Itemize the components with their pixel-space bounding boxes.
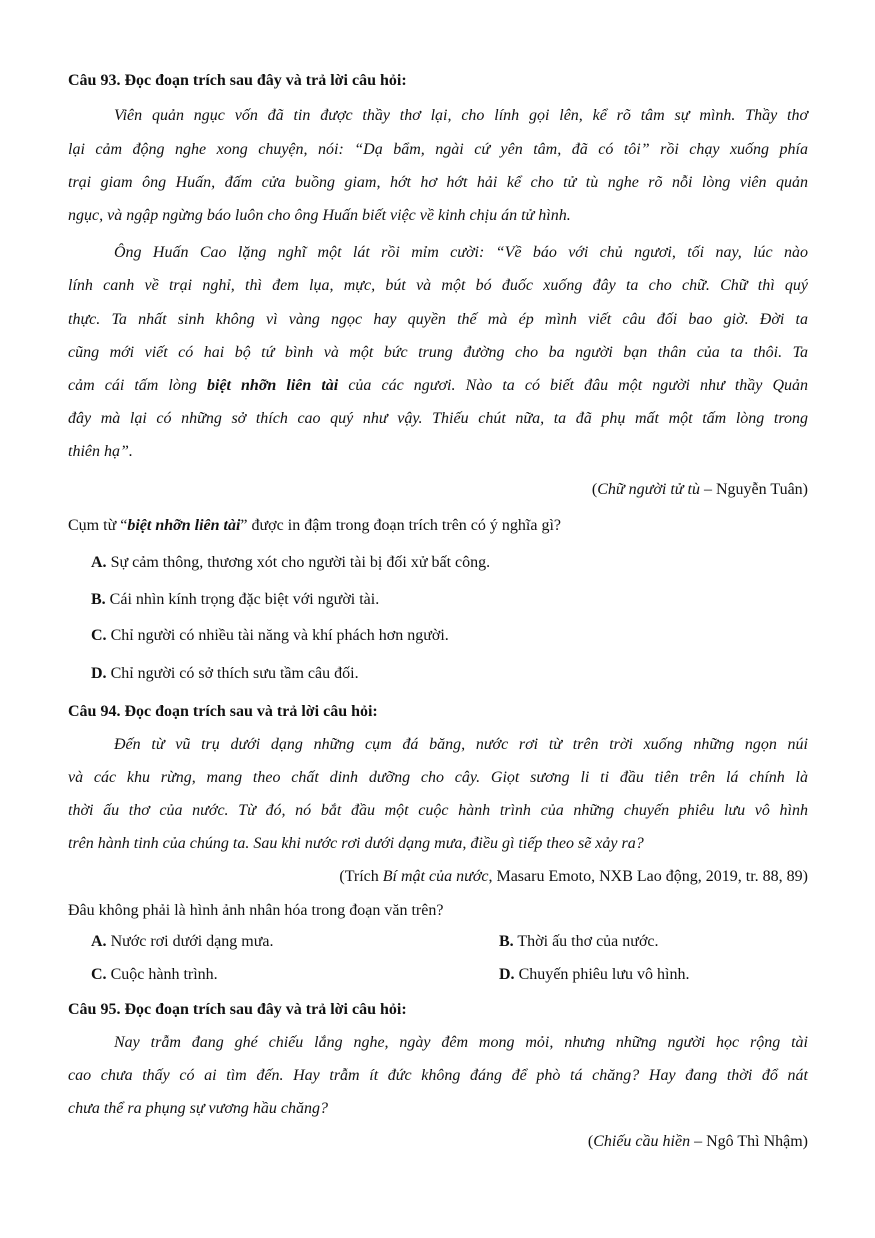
q94-p-line: thời ấu thơ của nước. Từ đó, nó bắt đầu một cuộc hành trình của những chuyến phiêu lưu vô hình xyxy=(68,802,808,819)
q95-p-line: chưa thể ra phụng sự vương hầu chăng? xyxy=(68,1100,329,1117)
q93-title: Câu 93. Đọc đoạn trích sau đây và trả lời câu hỏi: xyxy=(68,72,407,89)
q94-title: Câu 94. Đọc đoạn trích sau và trả lời câu hỏi: xyxy=(68,703,378,720)
q93-p1-line: lại cảm động nghe xong chuyện, nói: “Dạ bẩm, ngài cứ yên tâm, đã có tôi” rồi chạy xuống phía xyxy=(68,141,808,158)
q94-p-line: Đến từ vũ trụ dưới dạng những cụm đá băng, nước rơi từ trên trời xuống những ngọn núi xyxy=(114,736,808,753)
q93-p2-line: đây mà lại có những sở thích cao quý như vậy. Thiếu chút nữa, ta đã phụ mất một tấm lòng trong xyxy=(68,410,808,427)
q93-p2-line: cũng mới viết có hai bộ tứ bình và một bức trung đường cho ba người bạn thân của ta thôi. Ta xyxy=(68,344,808,361)
q95-p-line: Nay trẫm đang ghé chiếu lắng nghe, ngày đêm mong mỏi, nhưng những người học rộng tài xyxy=(114,1034,808,1051)
q93-p2-post: của các ngươi. Nào ta có biết đâu một người như thầy Quản xyxy=(338,377,809,394)
q94-source: (Trích Bí mật của nước, Masaru Emoto, NXB Lao động, 2019, tr. 88, 89) xyxy=(339,868,808,885)
q93-p1-line: Viên quản ngục vốn đã tin được thầy thơ lại, cho lính gọi lên, kể rõ tâm sự mình. Thầy thơ xyxy=(114,107,808,124)
q95-title: Câu 95. Đọc đoạn trích sau đây và trả lời câu hỏi: xyxy=(68,1001,407,1018)
q94-question: Đâu không phải là hình ảnh nhân hóa trong đoạn văn trên? xyxy=(68,902,444,919)
q93-question: Cụm từ “biệt nhỡn liên tài” được in đậm trong đoạn trích trên có ý nghĩa gì? xyxy=(68,517,561,534)
q95-p-line: cao chưa thấy có ai tìm đến. Hay trẫm ít đức không đáng để phò tá chăng? Hay đang thời đổ nát xyxy=(68,1067,808,1084)
q93-p2-line: lính canh về trại nghỉ, thì đem lụa, mực, bút và một bó đuốc xuống đây ta cho chữ. Chữ thì quý xyxy=(68,277,808,294)
q93-p2-pre: cảm cái tấm lòng xyxy=(68,377,207,394)
q95-source-author: – Ngô Thì Nhậm) xyxy=(690,1133,808,1150)
q93-option-c[interactable]: C. Chỉ người có nhiều tài năng và khí phách hơn người. xyxy=(91,627,449,644)
q94-p-line: và các khu rừng, mang theo chất dinh dưỡng cho cây. Giọt sương li ti đầu tiên trên lá chính là xyxy=(68,769,808,786)
q93-highlight-phrase: biệt nhỡn liên tài xyxy=(206,377,339,394)
q94-source-title: Bí mật của nước xyxy=(382,868,489,885)
q94-option-c[interactable]: C. Cuộc hành trình. xyxy=(91,966,218,983)
q93-p2-line: thiên hạ”. xyxy=(68,443,133,460)
q94-option-b[interactable]: B. Thời ấu thơ của nước. xyxy=(499,933,659,950)
q93-source-title: Chữ người tử tù xyxy=(597,481,700,498)
q95-source-title: Chiếu cầu hiền xyxy=(593,1133,691,1150)
q94-p-line: trên hành tinh của chúng ta. Sau khi nước rơi dưới dạng mưa, điều gì tiếp theo sẽ xảy ra? xyxy=(68,835,644,852)
q93-source: (Chữ người tử tù – Nguyễn Tuân) xyxy=(591,481,808,498)
q93-option-d[interactable]: D. Chỉ người có sở thích sưu tầm câu đối. xyxy=(91,665,359,682)
q94-option-d[interactable]: D. Chuyến phiêu lưu vô hình. xyxy=(499,966,690,983)
q93-p2-line: Ông Huấn Cao lặng nghĩ một lát rồi mỉm cười: “Về báo với chủ ngươi, tối nay, lúc nào xyxy=(114,244,808,261)
q93-source-author: – Nguyễn Tuân) xyxy=(699,481,808,498)
q93-option-a[interactable]: A. Sự cảm thông, thương xót cho người tài bị đối xử bất công. xyxy=(91,554,491,571)
q93-question-phrase: biệt nhỡn liên tài xyxy=(127,517,241,534)
q93-p2-line: thực. Ta nhất sinh không vì vàng ngọc hay quyền thế mà ép mình viết câu đối bao giờ. Đời ta xyxy=(68,311,808,328)
q93-p1-line: trại giam ông Huấn, đấm cửa buồng giam, hớt hơ hớt hải kể cho tử tù nghe rõ nỗi lòng viên quản xyxy=(68,174,808,191)
q93-p1-line: ngục, và ngập ngừng báo luôn cho ông Huấn biết việc về kinh chịu án tử hình. xyxy=(68,207,571,224)
q93-p2-line xyxy=(68,377,808,395)
q93-option-b[interactable]: B. Cái nhìn kính trọng đặc biệt với người tài. xyxy=(91,591,380,608)
q95-source: (Chiếu cầu hiền – Ngô Thì Nhậm) xyxy=(587,1133,808,1150)
q94-option-a[interactable]: A. Nước rơi dưới dạng mưa. xyxy=(91,933,274,950)
